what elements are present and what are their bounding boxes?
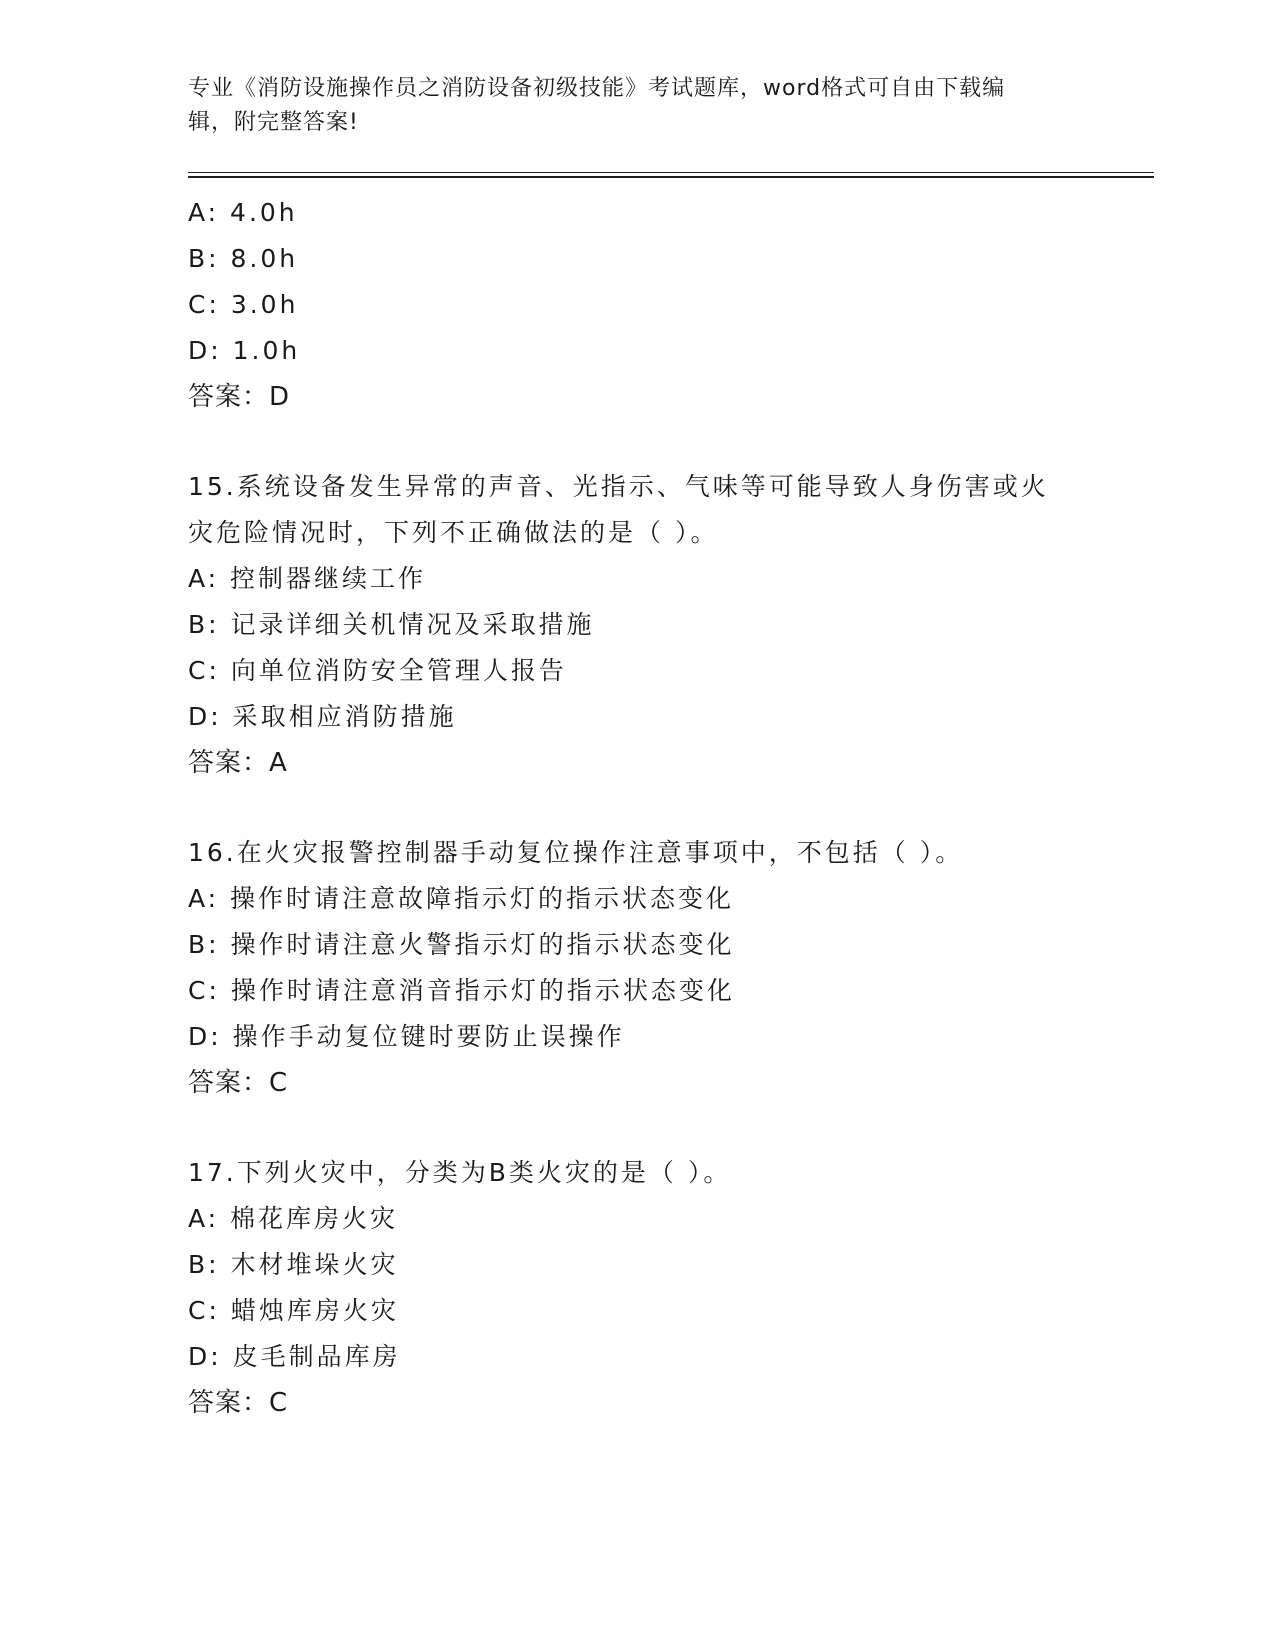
header-divider-thick xyxy=(188,176,1154,178)
option-b: B: 木材堆垛火灾 xyxy=(188,1250,399,1279)
question-content xyxy=(188,190,1118,1426)
header-line-2: 辑，附完整答案! xyxy=(188,110,359,135)
option-d: D: 1.0h xyxy=(188,336,301,365)
option-a: A: 棉花库房火灾 xyxy=(188,1204,399,1233)
answer: 答案：C xyxy=(188,1068,289,1098)
question-16 xyxy=(188,830,1118,1106)
option-a: A: 控制器继续工作 xyxy=(188,564,427,593)
option-b: B: 记录详细关机情况及采取措施 xyxy=(188,610,595,639)
answer: 答案：C xyxy=(188,1388,289,1418)
question-text-line-1: 15.系统设备发生异常的声音、光指示、气味等可能导致人身伤害或火 xyxy=(188,472,1049,501)
question-text-line-1: 16.在火灾报警控制器手动复位操作注意事项中，不包括（ ）。 xyxy=(188,838,964,867)
option-d: D: 操作手动复位键时要防止误操作 xyxy=(188,1022,625,1051)
document-header xyxy=(188,72,1088,140)
option-a: A: 4.0h xyxy=(188,198,298,227)
question-text-line-1: 17.下列火灾中，分类为B类火灾的是（ ）。 xyxy=(188,1158,732,1187)
option-a: A: 操作时请注意故障指示灯的指示状态变化 xyxy=(188,884,735,913)
answer: 答案：A xyxy=(188,748,288,778)
header-divider-thin xyxy=(188,172,1154,173)
option-b: B: 操作时请注意火警指示灯的指示状态变化 xyxy=(188,930,735,959)
option-c: C: 3.0h xyxy=(188,290,299,319)
header-line-1: 专业《消防设施操作员之消防设备初级技能》考试题库，word格式可自由下载编 xyxy=(188,76,1006,101)
question-text-line-2: 灾危险情况时，下列不正确做法的是（ ）。 xyxy=(188,518,719,547)
option-d: D: 皮毛制品库房 xyxy=(188,1342,401,1371)
option-c: C: 蜡烛库房火灾 xyxy=(188,1296,399,1325)
option-b: B: 8.0h xyxy=(188,244,299,273)
question-17 xyxy=(188,1150,1118,1426)
answer: 答案：D xyxy=(188,382,291,412)
question-15 xyxy=(188,464,1118,786)
option-c: C: 操作时请注意消音指示灯的指示状态变化 xyxy=(188,976,735,1005)
option-c: C: 向单位消防安全管理人报告 xyxy=(188,656,567,685)
option-d: D: 采取相应消防措施 xyxy=(188,702,457,731)
question-14-tail xyxy=(188,190,1118,420)
